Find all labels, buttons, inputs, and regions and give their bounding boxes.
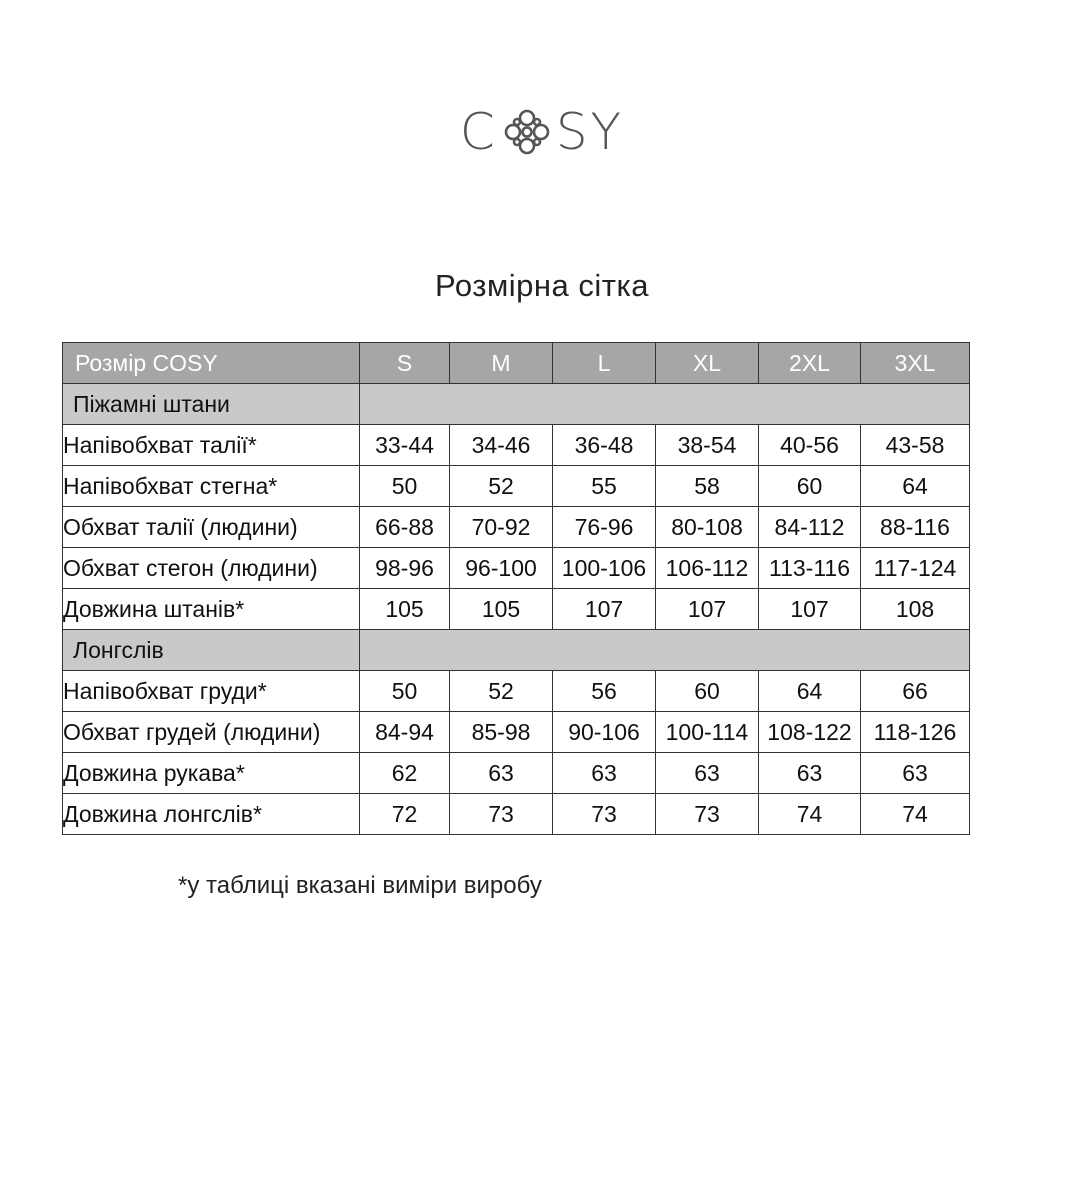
logo-letter-c: C <box>459 103 498 161</box>
header-label: Розмір COSY <box>63 343 360 384</box>
row-value: 107 <box>656 589 759 630</box>
row-value: 74 <box>861 794 970 835</box>
row-value: 96-100 <box>450 548 553 589</box>
row-value: 66-88 <box>360 507 450 548</box>
table-row <box>63 548 970 589</box>
table-row <box>63 466 970 507</box>
row-value: 60 <box>656 671 759 712</box>
row-value: 62 <box>360 753 450 794</box>
table-row <box>63 753 970 794</box>
row-value: 85-98 <box>450 712 553 753</box>
section-title: Піжамні штани <box>63 384 360 425</box>
row-value: 60 <box>759 466 861 507</box>
row-value: 63 <box>553 753 656 794</box>
row-value: 107 <box>759 589 861 630</box>
row-value: 50 <box>360 671 450 712</box>
row-value: 38-54 <box>656 425 759 466</box>
row-value: 43-58 <box>861 425 970 466</box>
page-title: Розмірна сітка <box>435 268 649 303</box>
row-value: 50 <box>360 466 450 507</box>
size-chart-table <box>62 342 970 835</box>
row-value: 73 <box>450 794 553 835</box>
row-value: 63 <box>759 753 861 794</box>
section-filler <box>360 630 970 671</box>
section-title: Лонгслів <box>63 630 360 671</box>
table-header-row <box>63 343 970 384</box>
table-row <box>63 671 970 712</box>
row-value: 58 <box>656 466 759 507</box>
row-value: 90-106 <box>553 712 656 753</box>
row-label: Обхват стегон (людини) <box>63 548 360 589</box>
row-value: 108-122 <box>759 712 861 753</box>
row-value: 73 <box>656 794 759 835</box>
row-label: Обхват талії (людини) <box>63 507 360 548</box>
header-size: 2XL <box>759 343 861 384</box>
row-value: 63 <box>450 753 553 794</box>
row-value: 100-106 <box>553 548 656 589</box>
row-value: 105 <box>360 589 450 630</box>
row-value: 34-46 <box>450 425 553 466</box>
header-size: L <box>553 343 656 384</box>
row-value: 76-96 <box>553 507 656 548</box>
table-row <box>63 507 970 548</box>
row-value: 98-96 <box>360 548 450 589</box>
section-row <box>63 384 970 425</box>
row-value: 113-116 <box>759 548 861 589</box>
row-value: 73 <box>553 794 656 835</box>
header-size: XL <box>656 343 759 384</box>
row-value: 66 <box>861 671 970 712</box>
row-value: 88-116 <box>861 507 970 548</box>
row-value: 105 <box>450 589 553 630</box>
row-label: Довжина штанів* <box>63 589 360 630</box>
row-value: 100-114 <box>656 712 759 753</box>
table-row <box>63 589 970 630</box>
row-value: 55 <box>553 466 656 507</box>
flower-knot-icon <box>502 107 552 157</box>
row-value: 52 <box>450 466 553 507</box>
row-value: 108 <box>861 589 970 630</box>
footnote: *у таблиці вказані виміри виробу <box>178 872 542 899</box>
row-label: Довжина лонгслів* <box>63 794 360 835</box>
row-value: 52 <box>450 671 553 712</box>
row-value: 74 <box>759 794 861 835</box>
brand-logo <box>0 100 1084 164</box>
logo-letters-sy: SY <box>555 103 625 161</box>
table-row <box>63 794 970 835</box>
header-size: 3XL <box>861 343 970 384</box>
table-row <box>63 425 970 466</box>
row-value: 80-108 <box>656 507 759 548</box>
row-value: 107 <box>553 589 656 630</box>
row-value: 84-112 <box>759 507 861 548</box>
row-label: Обхват грудей (людини) <box>63 712 360 753</box>
row-value: 36-48 <box>553 425 656 466</box>
row-label: Довжина рукава* <box>63 753 360 794</box>
row-value: 33-44 <box>360 425 450 466</box>
row-value: 118-126 <box>861 712 970 753</box>
row-value: 63 <box>861 753 970 794</box>
row-value: 64 <box>861 466 970 507</box>
row-label: Напівобхват талії* <box>63 425 360 466</box>
row-value: 72 <box>360 794 450 835</box>
row-label: Напівобхват груди* <box>63 671 360 712</box>
header-size: S <box>360 343 450 384</box>
row-value: 63 <box>656 753 759 794</box>
row-value: 40-56 <box>759 425 861 466</box>
row-value: 106-112 <box>656 548 759 589</box>
header-size: M <box>450 343 553 384</box>
row-value: 84-94 <box>360 712 450 753</box>
table-row <box>63 712 970 753</box>
section-filler <box>360 384 970 425</box>
row-label: Напівобхват стегна* <box>63 466 360 507</box>
row-value: 117-124 <box>861 548 970 589</box>
row-value: 56 <box>553 671 656 712</box>
row-value: 64 <box>759 671 861 712</box>
section-row <box>63 630 970 671</box>
row-value: 70-92 <box>450 507 553 548</box>
